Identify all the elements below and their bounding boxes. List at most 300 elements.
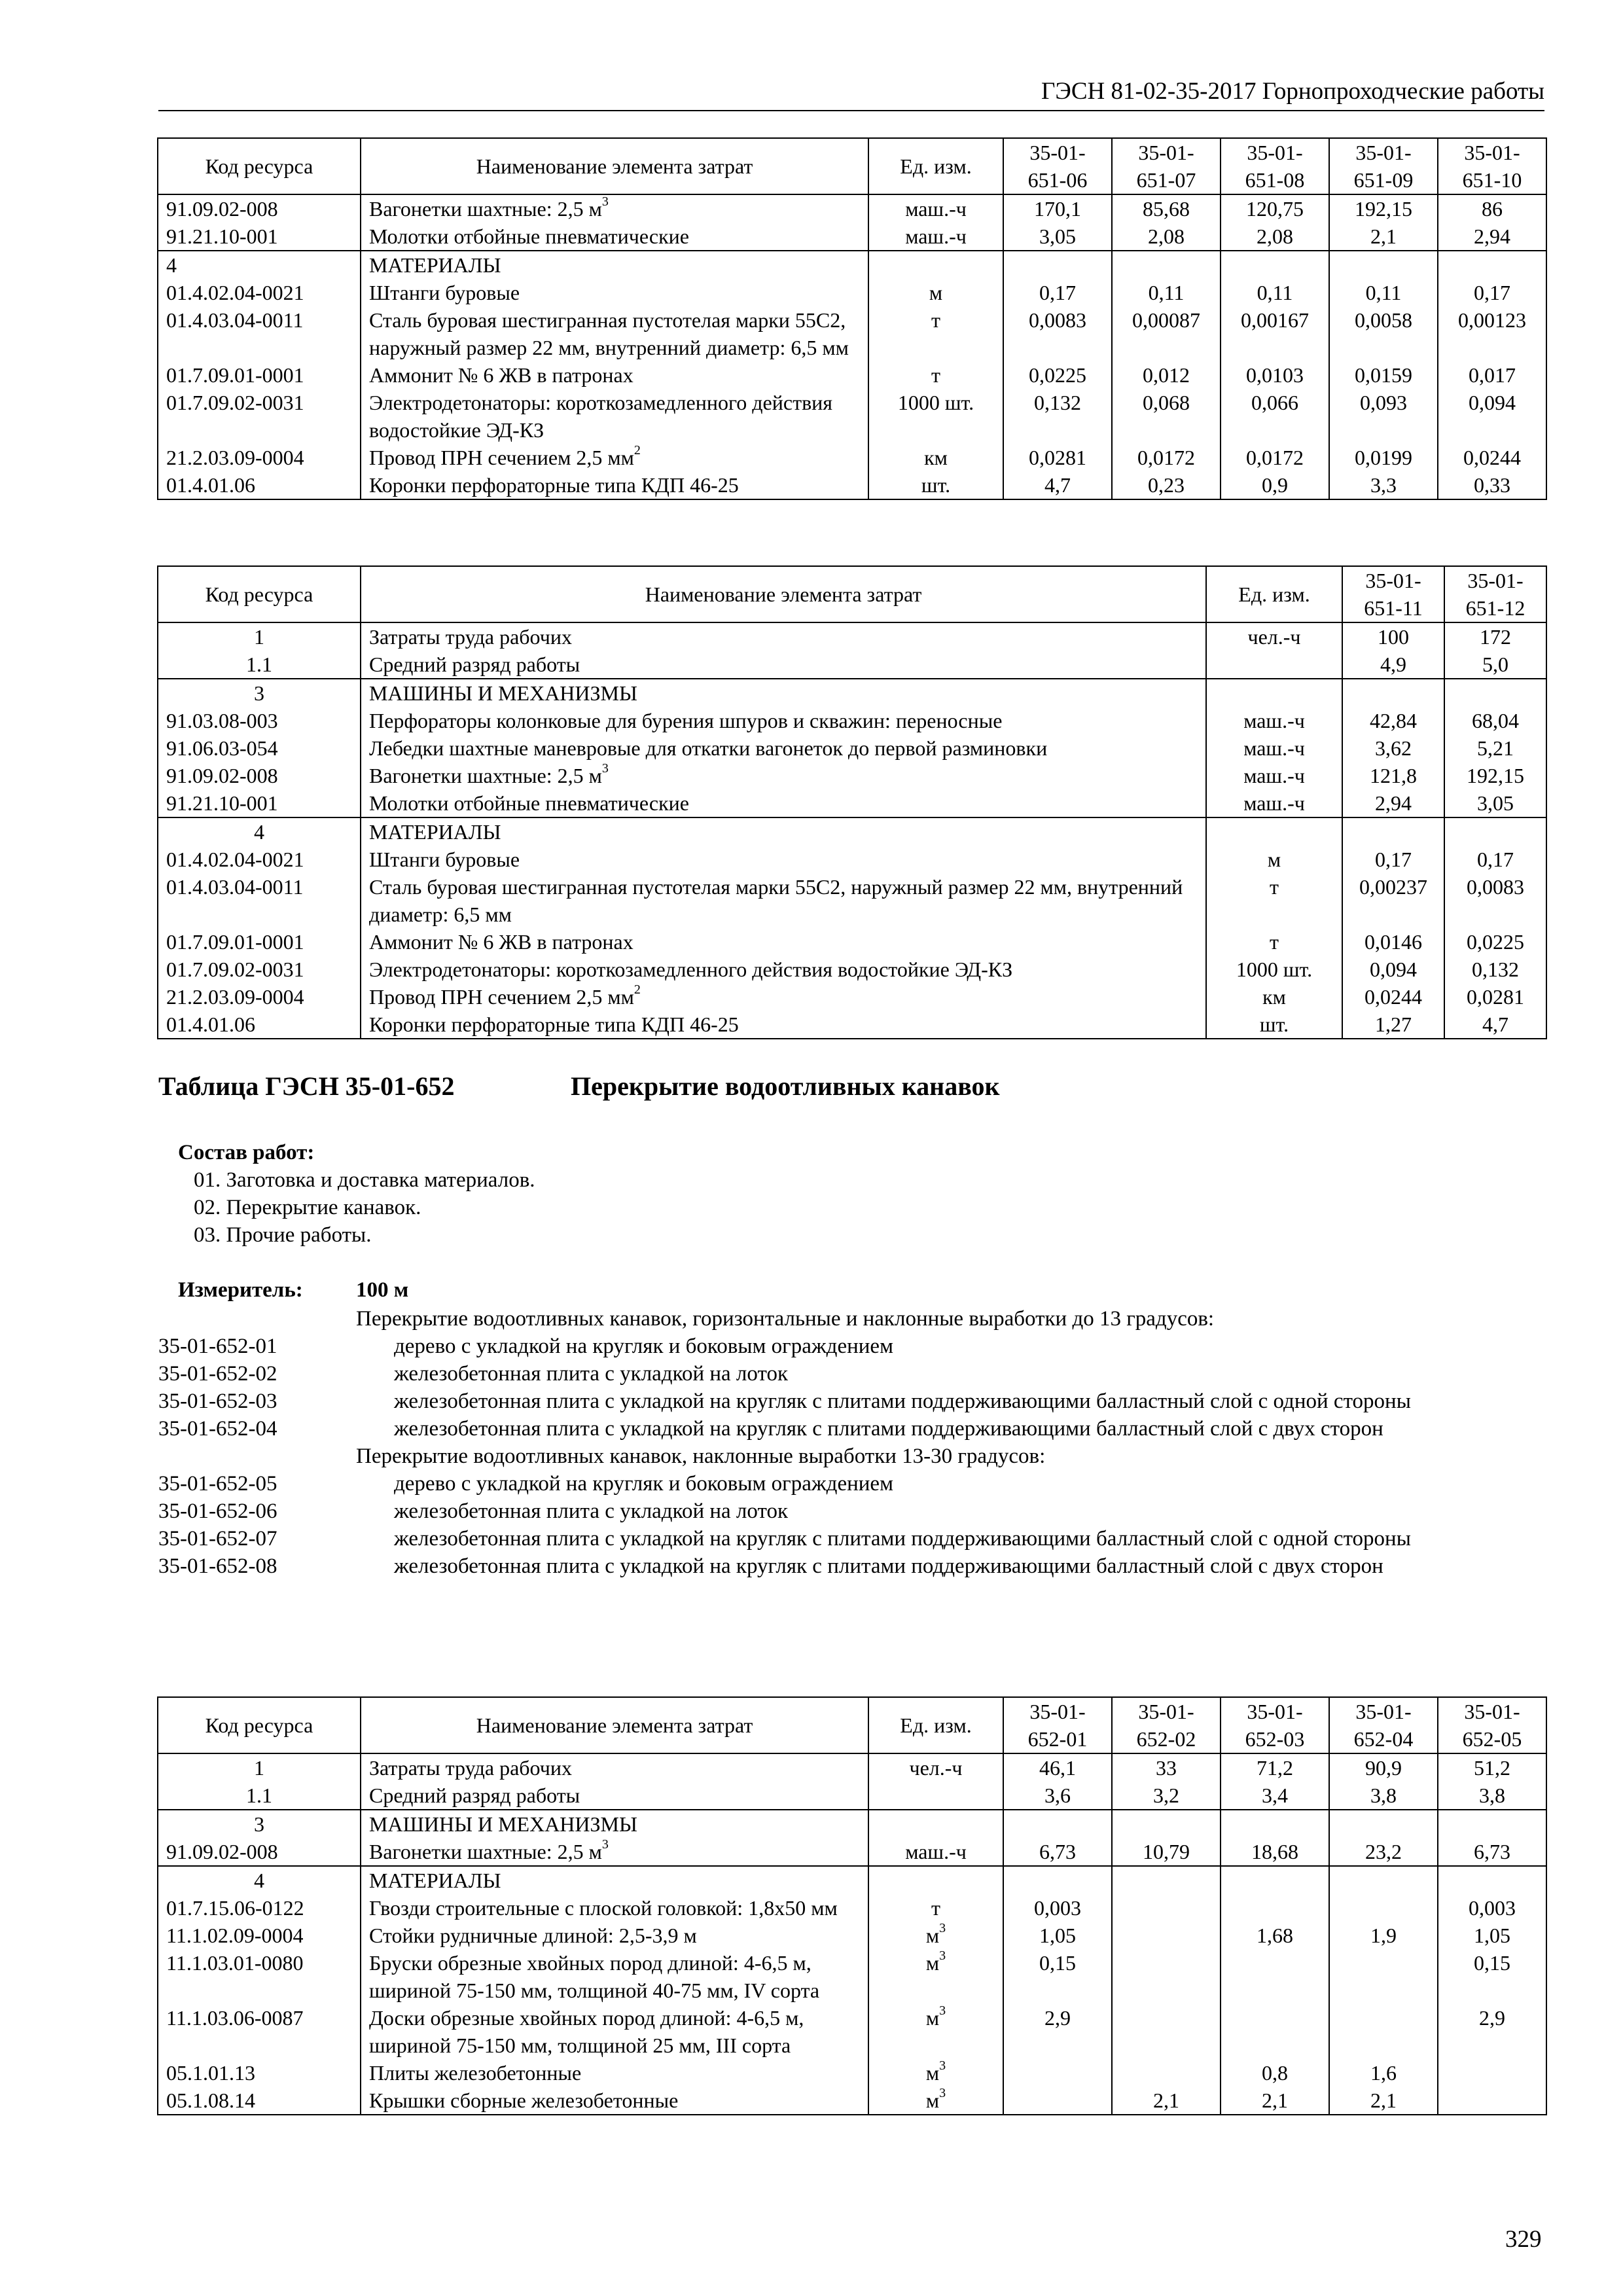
resource-code: 3	[158, 679, 361, 707]
resource-name	[361, 789, 1206, 817]
table-row	[158, 846, 1546, 873]
value-cell: 3,4	[1221, 1782, 1329, 1810]
resource-code: 01.7.09.02-0031	[158, 389, 361, 444]
resource-name	[361, 2004, 868, 2059]
resource-code: 1.1	[158, 651, 361, 679]
norm-text: железобетонная плита с укладкой на кругляк с плитами поддерживающими балластный слой с одной стороны	[394, 1390, 1411, 1413]
value-cell	[1112, 1922, 1221, 1949]
unit-text: маш.-ч	[1243, 791, 1305, 815]
resource-code: 05.1.08.14	[158, 2087, 361, 2115]
norm-code	[158, 1305, 356, 1333]
resource-name-text: Доски обрезные хвойных пород длиной: 4-6,5 м, шириной 75-150 мм, толщиной 25 мм, III сорта	[369, 2006, 804, 2057]
unit	[1206, 983, 1342, 1011]
value-cell	[1329, 1810, 1438, 1838]
unit	[868, 1753, 1003, 1782]
table-row	[158, 1894, 1546, 1922]
column-header: Ед. изм.	[868, 138, 1003, 194]
resource-name-text: Вагонетки шахтные: 2,5 м	[369, 197, 602, 221]
table-id: Таблица ГЭСН 35-01-652	[158, 1071, 455, 1101]
unit	[1206, 789, 1342, 817]
value-cell: 0,0146	[1342, 928, 1444, 956]
composition-item: 01. Заготовка и доставка материалов.	[194, 1168, 535, 1192]
resource-name	[361, 1894, 868, 1922]
value-cell: 2,08	[1112, 223, 1221, 251]
unit-text: т	[1270, 875, 1279, 899]
table-row	[158, 1949, 1546, 2004]
value-cell: 0,0281	[1003, 444, 1112, 471]
norm-text: железобетонная плита с укладкой на кругляк с плитами поддерживающими балластный слой с двух сторон	[394, 1417, 1383, 1441]
resource-code: 01.4.02.04-0021	[158, 279, 361, 306]
unit-text: шт.	[921, 473, 951, 497]
value-cell: 3,8	[1329, 1782, 1438, 1810]
table-row	[158, 1011, 1546, 1039]
value-cell: 18,68	[1221, 1838, 1329, 1866]
resource-name	[361, 1949, 868, 2004]
table-row	[158, 734, 1546, 762]
unit-text: км	[924, 446, 948, 469]
value-cell: 71,2	[1221, 1753, 1329, 1782]
unit-text: м	[1267, 848, 1281, 871]
resource-name	[361, 1922, 868, 1949]
page-header	[158, 73, 1544, 111]
norm-code	[158, 1443, 356, 1470]
unit	[868, 1810, 1003, 1838]
value-cell: 0,0159	[1329, 361, 1438, 389]
value-cell: 3,8	[1438, 1782, 1546, 1810]
resource-name	[361, 679, 1206, 707]
value-cell	[1221, 1810, 1329, 1838]
resource-name-text: Затраты труда рабочих	[369, 625, 572, 649]
resource-code: 11.1.02.09-0004	[158, 1922, 361, 1949]
value-cell: 33	[1112, 1753, 1221, 1782]
table-header	[158, 1697, 1546, 1753]
value-cell	[1221, 2004, 1329, 2059]
value-cell: 2,1	[1329, 2087, 1438, 2115]
unit	[868, 251, 1003, 279]
resource-name-text: МАШИНЫ И МЕХАНИЗМЫ	[369, 681, 637, 705]
table-body	[158, 622, 1546, 1039]
value-cell: 0,0103	[1221, 361, 1329, 389]
unit	[1206, 1011, 1342, 1039]
resource-table-651-11-12	[157, 565, 1547, 1039]
value-cell: 5,21	[1444, 734, 1546, 762]
value-cell: 0,0225	[1003, 361, 1112, 389]
table-row	[158, 251, 1546, 279]
column-header: Код ресурса	[158, 1697, 361, 1753]
value-cell	[1444, 817, 1546, 846]
value-cell: 0,0172	[1112, 444, 1221, 471]
resource-name	[361, 1011, 1206, 1039]
value-cell	[1438, 1810, 1546, 1838]
resource-code: 01.4.01.06	[158, 1011, 361, 1039]
resource-name-text: МАТЕРИАЛЫ	[369, 253, 501, 277]
resource-name-text: Штанги буровые	[369, 848, 520, 871]
value-cell: 0,094	[1438, 389, 1546, 444]
unit-text: маш.-ч	[1243, 736, 1305, 760]
resource-name	[361, 817, 1206, 846]
unit	[868, 2004, 1003, 2059]
resource-code: 3	[158, 1810, 361, 1838]
value-cell: 0,0225	[1444, 928, 1546, 956]
unit	[1206, 817, 1342, 846]
unit	[1206, 651, 1342, 679]
resource-name-text: Затраты труда рабочих	[369, 1756, 572, 1780]
value-cell: 0,8	[1221, 2059, 1329, 2087]
value-cell: 6,73	[1438, 1838, 1546, 1866]
norm-text: Перекрытие водоотливных канавок, горизонтальные и наклонные выработки до 13 градусов:	[356, 1307, 1215, 1331]
resource-name	[361, 194, 868, 223]
table-row	[158, 928, 1546, 956]
resource-code: 1.1	[158, 1782, 361, 1810]
unit-text: км	[1262, 985, 1286, 1009]
value-cell: 0,17	[1438, 279, 1546, 306]
column-header: Наименование элемента затрат	[361, 138, 868, 194]
column-header: 35-01-651-10	[1438, 138, 1546, 194]
value-cell: 3,05	[1003, 223, 1112, 251]
value-cell	[1112, 2004, 1221, 2059]
value-cell: 0,17	[1444, 846, 1546, 873]
table-row	[158, 956, 1546, 983]
value-cell: 0,132	[1444, 956, 1546, 983]
unit	[868, 194, 1003, 223]
value-cell: 1,05	[1003, 1922, 1112, 1949]
unit-text: м	[925, 2006, 940, 2030]
work-composition	[178, 1139, 535, 1249]
value-cell: 46,1	[1003, 1753, 1112, 1782]
value-cell	[1444, 679, 1546, 707]
value-cell: 0,00123	[1438, 306, 1546, 361]
value-cell: 2,1	[1221, 2087, 1329, 2115]
norm-item	[158, 1305, 1544, 1333]
norm-item	[158, 1525, 1544, 1552]
value-cell: 2,9	[1438, 2004, 1546, 2059]
table-row	[158, 817, 1546, 846]
value-cell: 0,093	[1329, 389, 1438, 444]
value-cell: 0,0199	[1329, 444, 1438, 471]
value-cell: 10,79	[1112, 1838, 1221, 1866]
unit-text: шт.	[1259, 1013, 1289, 1036]
value-cell: 3,2	[1112, 1782, 1221, 1810]
value-cell: 0,11	[1329, 279, 1438, 306]
resource-code: 91.21.10-001	[158, 223, 361, 251]
resource-name-text: Крышки сборные железобетонные	[369, 2089, 679, 2112]
value-cell: 0,0083	[1003, 306, 1112, 361]
resource-name	[361, 306, 868, 361]
meter-value: 100 м	[356, 1278, 409, 1302]
resource-name-text: Аммонит № 6 ЖВ в патронах	[369, 363, 633, 387]
table-row	[158, 1838, 1546, 1866]
value-cell: 0,003	[1438, 1894, 1546, 1922]
value-cell	[1329, 1949, 1438, 2004]
resource-code: 1	[158, 622, 361, 651]
resource-name-text: Гвозди строительные с плоской головкой: 1,8х50 мм	[369, 1896, 838, 1920]
norm-code: 35-01-652-02	[158, 1362, 277, 1386]
resource-code: 91.03.08-003	[158, 707, 361, 734]
value-cell: 2,94	[1342, 789, 1444, 817]
resource-name	[361, 928, 1206, 956]
header-row	[158, 138, 1546, 194]
resource-name	[361, 223, 868, 251]
resource-name-text: Лебедки шахтные маневровые для откатки вагонеток до первой разминовки	[369, 736, 1048, 760]
table-row	[158, 279, 1546, 306]
resource-name	[361, 1782, 868, 1810]
value-cell: 0,017	[1438, 361, 1546, 389]
value-cell: 0,00237	[1342, 873, 1444, 928]
table-row	[158, 789, 1546, 817]
resource-name	[361, 361, 868, 389]
table-row	[158, 2059, 1546, 2087]
value-cell	[1112, 2059, 1221, 2087]
unit	[868, 361, 1003, 389]
resource-code: 01.4.03.04-0011	[158, 306, 361, 361]
norm-text: железобетонная плита с укладкой на лоток	[394, 1499, 788, 1523]
unit-text: маш.-ч	[905, 197, 967, 221]
unit	[1206, 707, 1342, 734]
unit-text: м	[925, 2061, 940, 2085]
value-cell: 51,2	[1438, 1753, 1546, 1782]
value-cell: 23,2	[1329, 1838, 1438, 1866]
norm-item	[158, 1443, 1544, 1470]
unit	[868, 279, 1003, 306]
table-row	[158, 707, 1546, 734]
value-cell: 0,094	[1342, 956, 1444, 983]
resource-name-text: Средний разряд работы	[369, 1784, 580, 1807]
superscript: 3	[939, 2058, 946, 2073]
unit	[868, 471, 1003, 499]
value-cell: 3,05	[1444, 789, 1546, 817]
superscript: 3	[939, 2003, 946, 2018]
unit-text: м	[925, 1924, 940, 1947]
unit	[1206, 762, 1342, 789]
composition-heading: Состав работ:	[178, 1141, 315, 1164]
unit-text: маш.-ч	[905, 1840, 967, 1863]
table-row	[158, 622, 1546, 651]
value-cell: 3,6	[1003, 1782, 1112, 1810]
value-cell	[1221, 1949, 1329, 2004]
resource-code: 01.4.02.04-0021	[158, 846, 361, 873]
table-row	[158, 651, 1546, 679]
resource-name-text: Штанги буровые	[369, 281, 520, 304]
unit	[868, 1922, 1003, 1949]
unit	[1206, 622, 1342, 651]
composition-item: 03. Прочие работы.	[194, 1223, 372, 1247]
superscript: 3	[601, 194, 609, 209]
norm-item	[158, 1498, 1544, 1525]
value-cell: 0,068	[1112, 389, 1221, 444]
table-row	[158, 1810, 1546, 1838]
norm-code: 35-01-652-04	[158, 1417, 277, 1441]
value-cell	[1003, 1810, 1112, 1838]
page-number: 329	[1505, 2226, 1542, 2253]
value-cell: 0,17	[1342, 846, 1444, 873]
unit	[1206, 928, 1342, 956]
table-title: Перекрытие водоотливных канавок	[571, 1071, 1000, 1101]
unit	[1206, 846, 1342, 873]
value-cell: 0,0083	[1444, 873, 1546, 928]
resource-name	[361, 622, 1206, 651]
header-row	[158, 566, 1546, 622]
table-row	[158, 471, 1546, 499]
table-row	[158, 983, 1546, 1011]
resource-code: 91.09.02-008	[158, 194, 361, 223]
value-cell: 0,17	[1003, 279, 1112, 306]
table-row	[158, 1866, 1546, 1894]
resource-name-text: Сталь буровая шестигранная пустотелая марки 55С2, наружный размер 22 мм, внутренний диаметр: 6,5 мм	[369, 308, 849, 359]
value-cell: 0,33	[1438, 471, 1546, 499]
unit-text: маш.-ч	[1243, 764, 1305, 787]
value-cell: 2,9	[1003, 2004, 1112, 2059]
resource-code: 01.7.09.01-0001	[158, 928, 361, 956]
value-cell: 120,75	[1221, 194, 1329, 223]
resource-table-651-06-10	[157, 137, 1547, 500]
unit-text: т	[931, 1896, 940, 1920]
column-header: 35-01-651-11	[1342, 566, 1444, 622]
value-cell: 0,0058	[1329, 306, 1438, 361]
resource-name	[361, 2059, 868, 2087]
value-cell	[1329, 1894, 1438, 1922]
norm-text: железобетонная плита с укладкой на кругляк с плитами поддерживающими балластный слой с одной стороны	[394, 1527, 1411, 1551]
value-cell: 1,68	[1221, 1922, 1329, 1949]
value-cell: 42,84	[1342, 707, 1444, 734]
value-cell: 0,00087	[1112, 306, 1221, 361]
column-header: Ед. изм.	[1206, 566, 1342, 622]
resource-name	[361, 873, 1206, 928]
value-cell: 0,9	[1221, 471, 1329, 499]
norm-code: 35-01-652-01	[158, 1335, 277, 1358]
resource-name-text: МАШИНЫ И МЕХАНИЗМЫ	[369, 1812, 637, 1836]
value-cell: 0,00167	[1221, 306, 1329, 361]
table-row	[158, 223, 1546, 251]
table-row	[158, 2004, 1546, 2059]
resource-name-text: Коронки перфораторные типа КДП 46-25	[369, 1013, 739, 1036]
resource-code: 11.1.03.06-0087	[158, 2004, 361, 2059]
value-cell	[1003, 2059, 1112, 2087]
resource-name	[361, 762, 1206, 789]
value-cell: 192,15	[1444, 762, 1546, 789]
norm-item	[158, 1415, 1544, 1443]
resource-code: 4	[158, 1866, 361, 1894]
value-cell: 4,9	[1342, 651, 1444, 679]
value-cell	[1112, 1894, 1221, 1922]
resource-name-text: Вагонетки шахтные: 2,5 м	[369, 1840, 602, 1863]
value-cell	[1221, 1866, 1329, 1894]
unit	[868, 1838, 1003, 1866]
column-header: Наименование элемента затрат	[361, 566, 1206, 622]
value-cell	[1342, 817, 1444, 846]
resource-name-text: Молотки отбойные пневматические	[369, 224, 689, 248]
column-header: Код ресурса	[158, 138, 361, 194]
norm-code: 35-01-652-06	[158, 1499, 277, 1523]
value-cell: 0,003	[1003, 1894, 1112, 1922]
table-body	[158, 194, 1546, 499]
resource-name	[361, 471, 868, 499]
value-cell: 0,11	[1221, 279, 1329, 306]
unit	[1206, 956, 1342, 983]
resource-code: 21.2.03.09-0004	[158, 983, 361, 1011]
meter-items	[158, 1305, 1544, 1580]
value-cell	[1438, 2059, 1546, 2087]
resource-name-text: МАТЕРИАЛЫ	[369, 820, 501, 844]
value-cell	[1329, 2004, 1438, 2059]
resource-name	[361, 1838, 868, 1866]
value-cell: 0,0244	[1438, 444, 1546, 471]
unit	[1206, 679, 1342, 707]
resource-name	[361, 983, 1206, 1011]
norm-text: Перекрытие водоотливных канавок, наклонные выработки 13-30 градусов:	[356, 1444, 1046, 1468]
superscript: 3	[939, 2086, 946, 2101]
value-cell: 2,1	[1329, 223, 1438, 251]
norm-text: железобетонная плита с укладкой на лоток	[394, 1362, 788, 1386]
resource-code: 05.1.01.13	[158, 2059, 361, 2087]
value-cell	[1438, 2087, 1546, 2115]
resource-name	[361, 707, 1206, 734]
unit-text: 1000 шт.	[1236, 958, 1313, 981]
superscript: 3	[601, 761, 609, 776]
column-header: Наименование элемента затрат	[361, 1697, 868, 1753]
value-cell: 6,73	[1003, 1838, 1112, 1866]
value-cell: 0,132	[1003, 389, 1112, 444]
value-cell: 2,08	[1221, 223, 1329, 251]
table-row	[158, 194, 1546, 223]
resource-code: 91.09.02-008	[158, 1838, 361, 1866]
column-header: 35-01-652-04	[1329, 1697, 1438, 1753]
value-cell: 2,94	[1438, 223, 1546, 251]
value-cell: 170,1	[1003, 194, 1112, 223]
value-cell: 0,23	[1112, 471, 1221, 499]
resource-name	[361, 444, 868, 471]
value-cell: 68,04	[1444, 707, 1546, 734]
column-header: 35-01-651-06	[1003, 138, 1112, 194]
table-row	[158, 873, 1546, 928]
value-cell: 0,0281	[1444, 983, 1546, 1011]
value-cell	[1003, 2087, 1112, 2115]
column-header: 35-01-651-08	[1221, 138, 1329, 194]
column-header: 35-01-651-12	[1444, 566, 1546, 622]
table-header	[158, 566, 1546, 622]
unit	[868, 1894, 1003, 1922]
resource-name-text: Молотки отбойные пневматические	[369, 791, 689, 815]
norm-code: 35-01-652-05	[158, 1472, 277, 1496]
unit-text: м	[929, 281, 943, 304]
value-cell	[1342, 679, 1444, 707]
resource-code: 01.7.09.01-0001	[158, 361, 361, 389]
resource-code: 01.7.09.02-0031	[158, 956, 361, 983]
table-row	[158, 1922, 1546, 1949]
norm-text: дерево с укладкой на кругляк и боковым ограждением	[394, 1472, 893, 1496]
unit-text: 1000 шт.	[897, 391, 974, 414]
value-cell: 0,11	[1112, 279, 1221, 306]
resource-name	[361, 389, 868, 444]
superscript: 3	[601, 1837, 609, 1852]
value-cell: 1,6	[1329, 2059, 1438, 2087]
value-cell	[1329, 1866, 1438, 1894]
resource-name-text: Стойки рудничные длиной: 2,5-3,9 м	[369, 1924, 697, 1947]
resource-name-text: Средний разряд работы	[369, 653, 580, 676]
table-header	[158, 138, 1546, 194]
resource-name-text: Коронки перфораторные типа КДП 46-25	[369, 473, 739, 497]
resource-code: 11.1.03.01-0080	[158, 1949, 361, 2004]
resource-name-text: Бруски обрезные хвойных пород длиной: 4-6,5 м, шириной 75-150 мм, толщиной 40-75 мм, IV сорта	[369, 1951, 820, 2002]
value-cell	[1112, 1866, 1221, 1894]
value-cell: 0,066	[1221, 389, 1329, 444]
resource-name	[361, 734, 1206, 762]
resource-code: 01.7.15.06-0122	[158, 1894, 361, 1922]
unit	[868, 2059, 1003, 2087]
norm-item	[158, 1552, 1544, 1580]
resource-code: 21.2.03.09-0004	[158, 444, 361, 471]
unit-text: м	[925, 2089, 940, 2112]
value-cell	[1003, 251, 1112, 279]
